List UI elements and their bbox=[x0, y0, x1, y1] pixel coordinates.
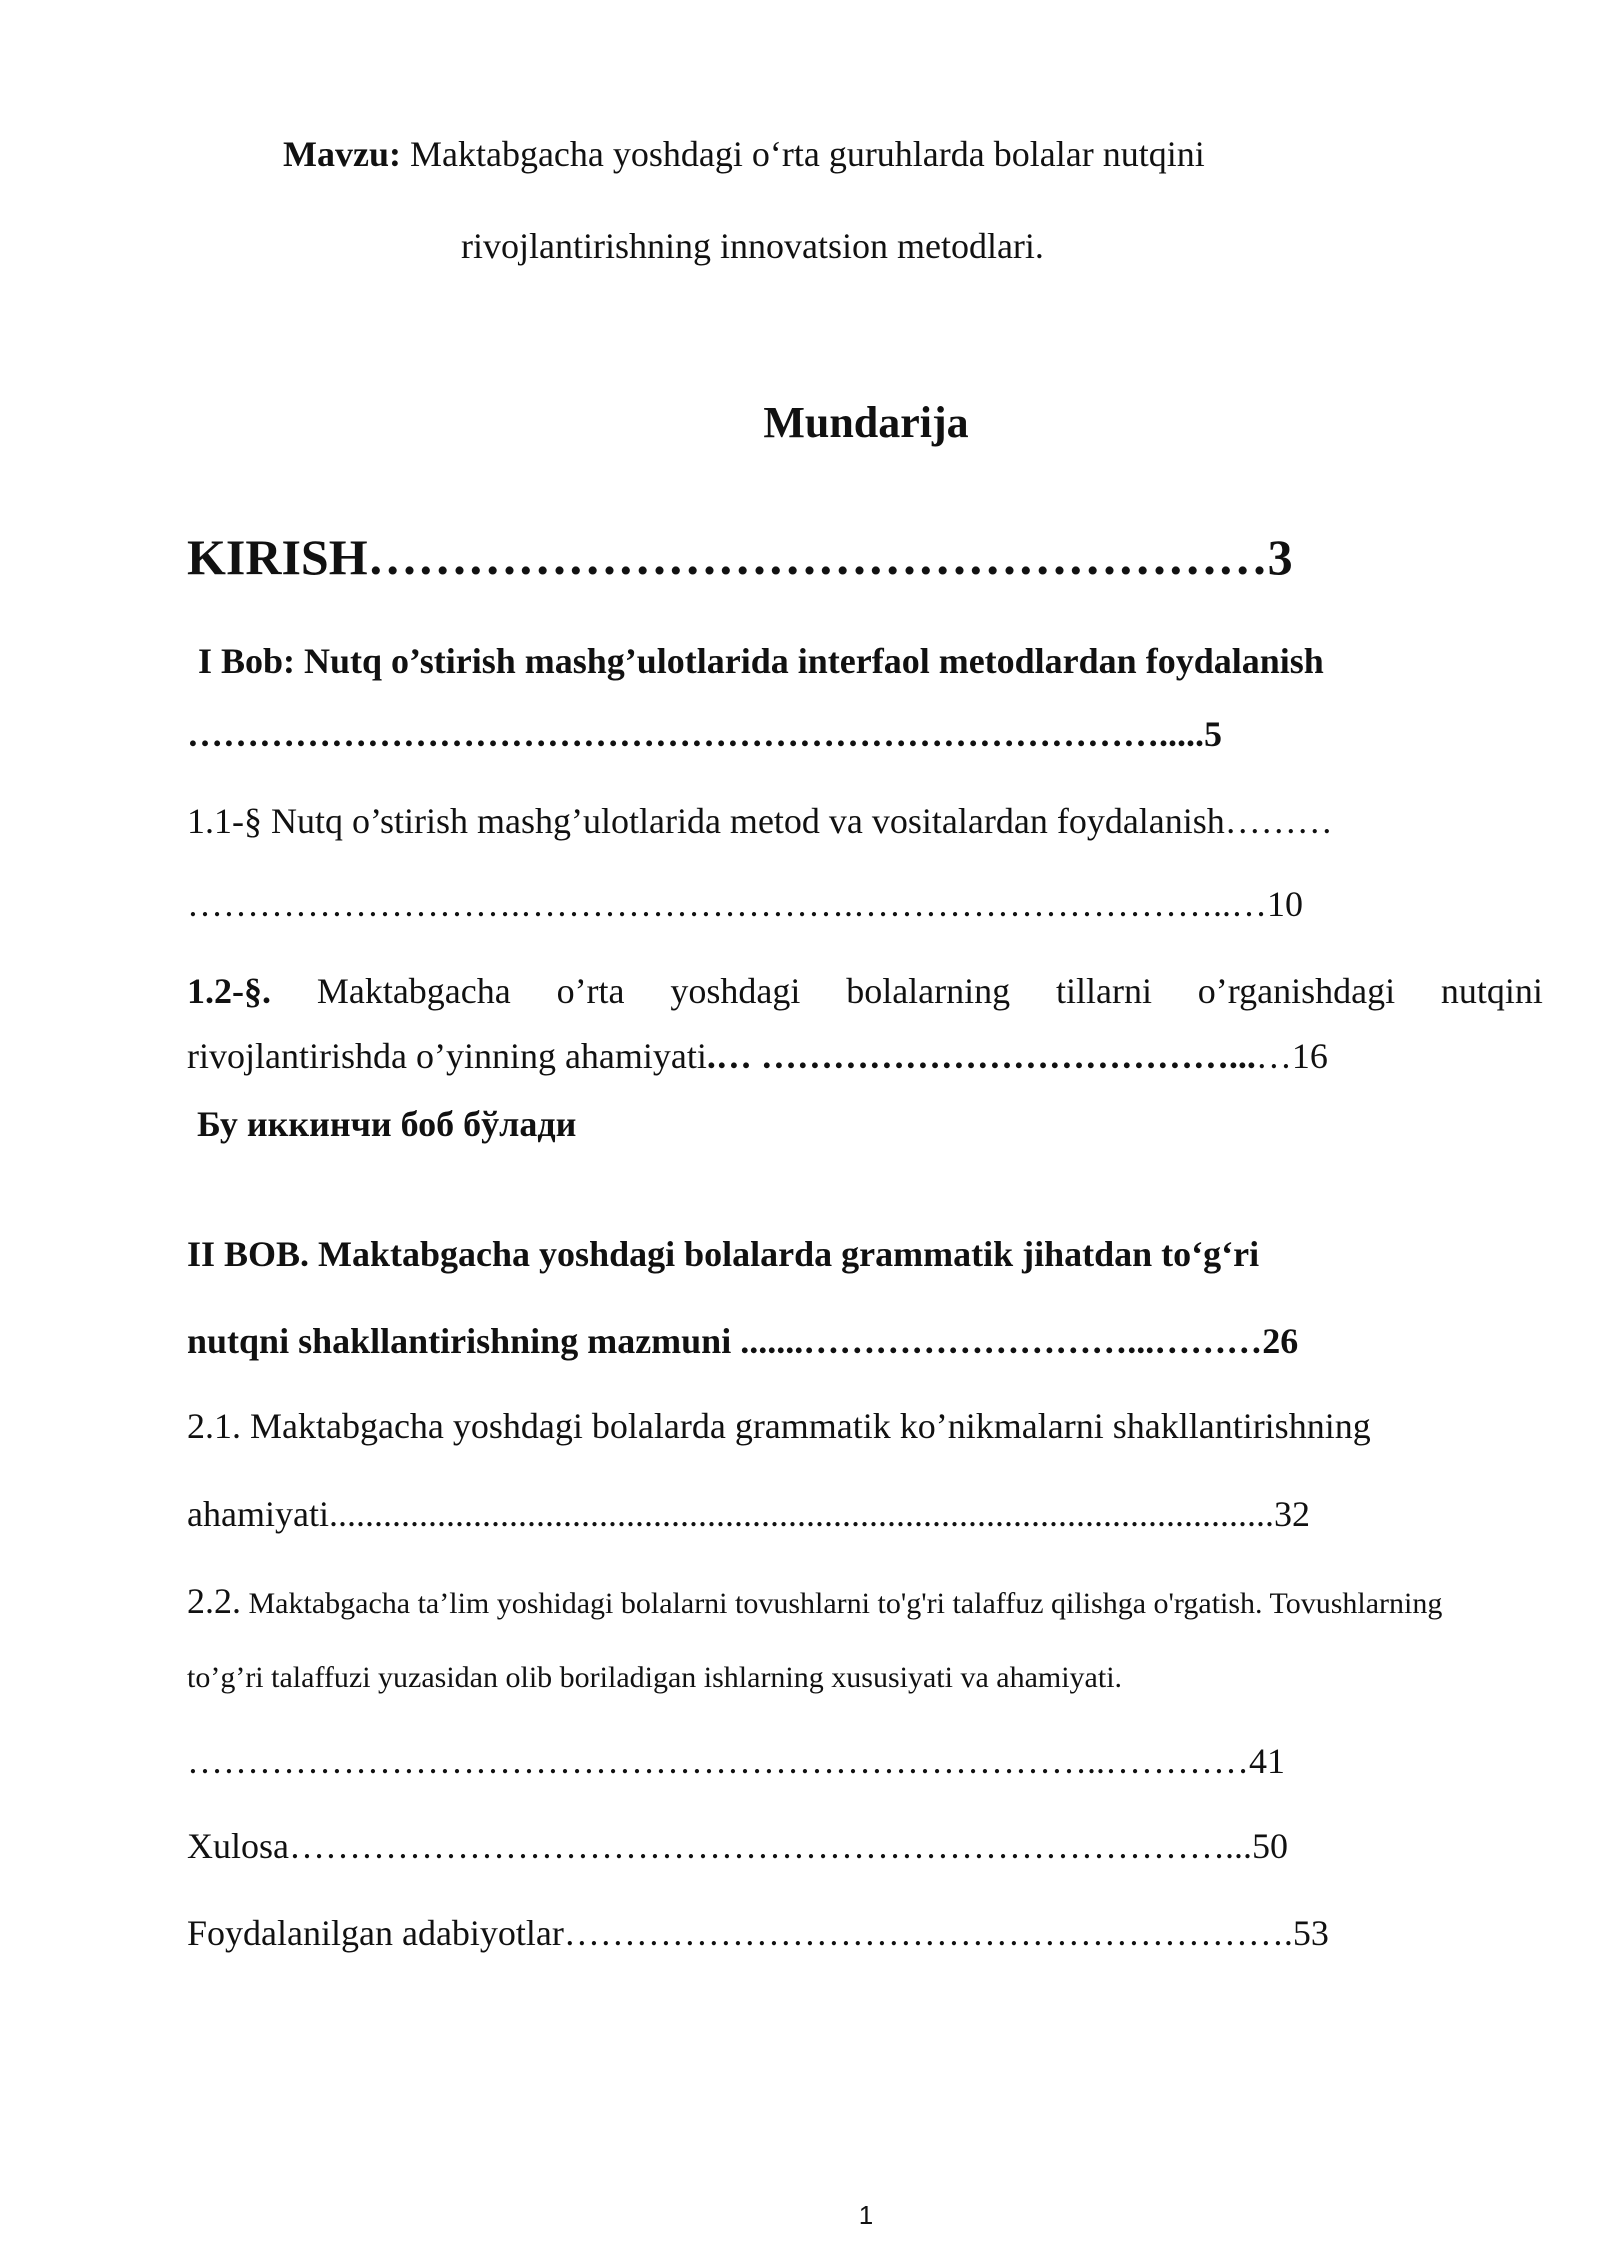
toc-entry-adabiyotlar: Foydalanilgan adabiyotlar…………………………………………………….53 bbox=[187, 1913, 1329, 1953]
topic-line-2: rivojlantirishning innovatsion metodlari. bbox=[461, 226, 1044, 266]
section-1-2-dots: .… …………………………………... bbox=[706, 1036, 1256, 1076]
toc-entry-chapter-1-title: I Bob: Nutq o’stirish mashg’ulotlarida interfaol metodlardan foydalanish bbox=[198, 641, 1324, 681]
section-1-2-word: o’rta bbox=[556, 971, 625, 1011]
toc-entry-section-2-2-line-2: to’g’ri talaffuzi yuzasidan olib boriladigan ishlarning xususiyati va ahamiyati. bbox=[187, 1661, 1123, 1694]
topic-text-1: Maktabgacha yoshdagi o‘rta guruhlarda bolalar nutqini bbox=[400, 134, 1205, 174]
toc-entry-chapter-1-dots: ……………………………………………………………………….....5 bbox=[187, 714, 1222, 754]
section-1-2-text: rivojlantirishda o’yinning ahamiyati bbox=[187, 1036, 707, 1076]
toc-entry-section-2-1-line-1: 2.1. Maktabgacha yoshdagi bolalarda grammatik ko’nikmalarni shakllantirishning bbox=[187, 1406, 1371, 1446]
toc-entry-chapter-2-line-1: II BOB. Maktabgacha yoshdagi bolalarda grammatik jihatdan to‘g‘ri bbox=[187, 1234, 1260, 1274]
toc-entry-section-2-2-line-1 bbox=[187, 1580, 1442, 1623]
topic-label: Mavzu: bbox=[283, 134, 401, 174]
chapter-2-note: Бу иккинчи боб бўлади bbox=[197, 1104, 577, 1144]
page-number: 1 bbox=[858, 2200, 874, 2230]
section-2-2-text: Maktabgacha ta’lim yoshidagi bolalarni tovushlarni to'g'ri talaffuz qilishga o'rgatish. Tovushlarning bbox=[241, 1587, 1443, 1620]
toc-entry-section-1-1: 1.1-§ Nutq o’stirish mashg’ulotlarida metod va vositalardan foydalanish……… bbox=[187, 801, 1333, 841]
toc-heading: Mundarija bbox=[763, 398, 969, 447]
section-1-2-word: o’rganishdagi bbox=[1197, 971, 1396, 1011]
topic-line-1 bbox=[283, 133, 1205, 176]
section-1-2-word: tillarni bbox=[1055, 971, 1152, 1011]
toc-entry-kirish: KIRISH………………………………………………3 bbox=[187, 529, 1293, 585]
section-1-2-word: yoshdagi bbox=[670, 971, 801, 1011]
section-1-2-word: Maktabgacha bbox=[316, 971, 511, 1011]
toc-entry-section-2-1-line-2: ahamiyati.........................................................................................................32 bbox=[187, 1494, 1310, 1534]
toc-entry-chapter-2-line-2: nutqni shakllantirishning mazmuni .......………………………...………26 bbox=[187, 1321, 1299, 1361]
toc-entry-section-1-2-line-1 bbox=[187, 970, 1543, 1013]
toc-entry-section-1-1-dots: ……………………….……………………….…………………………..…10 bbox=[187, 884, 1303, 924]
section-1-2-word: bolalarning bbox=[846, 971, 1011, 1011]
toc-entry-section-1-2-line-2 bbox=[187, 1035, 1328, 1078]
section-2-2-number: 2.2. bbox=[187, 1581, 241, 1621]
toc-entry-xulosa: Xulosa……………………………………………………………………...50 bbox=[187, 1826, 1288, 1866]
toc-entry-section-2-2-dots: …………………………………………………………………..…………41 bbox=[187, 1741, 1285, 1781]
section-1-2-page: …16 bbox=[1255, 1036, 1328, 1076]
section-1-2-number: 1.2-§. bbox=[187, 971, 271, 1011]
section-1-2-word: nutqini bbox=[1440, 971, 1543, 1011]
